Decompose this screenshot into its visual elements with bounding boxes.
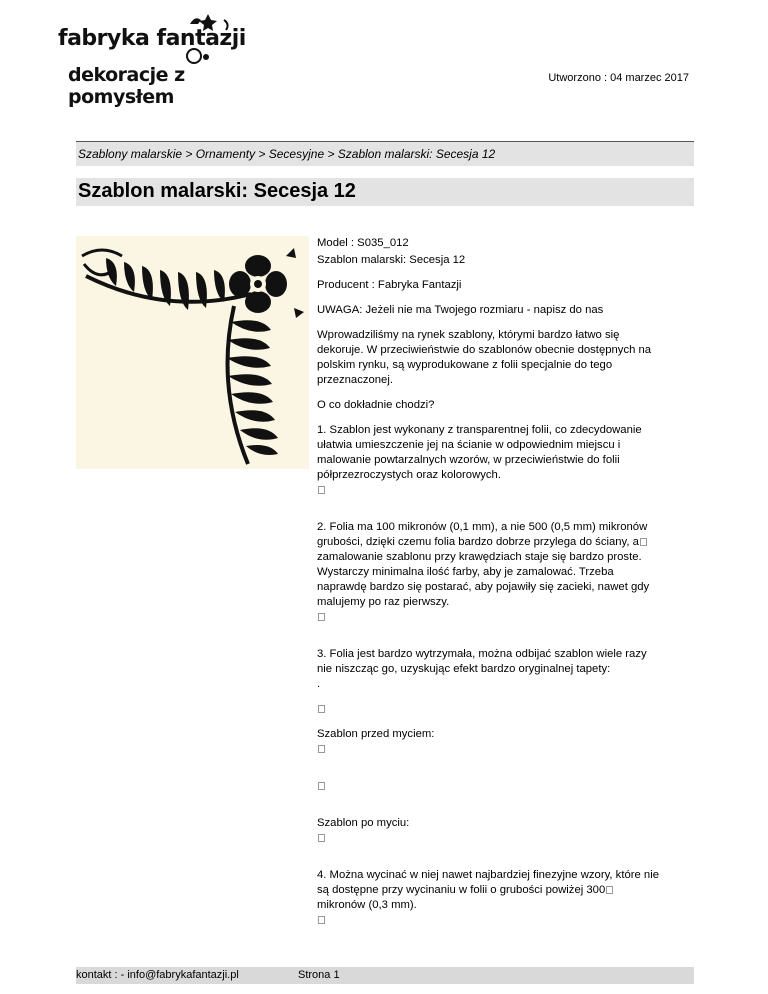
page-title: Szablon malarski: Secesja 12 xyxy=(78,180,356,202)
before-wash-label: Szablon przed myciem: xyxy=(317,728,435,740)
point-4 xyxy=(317,868,662,913)
created-value: : 04 marzec 2017 xyxy=(604,72,689,84)
point-3: 3. Folia jest bardzo wytrzymała, można odbijać szablon wiele razy nie niszcząc go, uzyskując efekt bardzo oryginalnej tapety: xyxy=(317,648,647,675)
point-4-part-a: 4. Można wycinać w niej nawet najbardziej finezyjne wzory, które nie są dostępne przy wycinaniu w folii o grubości powiżej 300 xyxy=(317,869,659,896)
product-name: Szablon malarski: Secesja 12 xyxy=(317,254,466,266)
product-producer: Producent : Fabryka Fantazji xyxy=(317,279,462,291)
question-heading: O co dokładnie chodzi? xyxy=(317,399,435,411)
point-4-part-b: mikronów (0,3 mm). xyxy=(317,899,417,911)
breadcrumb-bar xyxy=(76,141,694,166)
missing-image-icon xyxy=(318,745,325,753)
title-bar xyxy=(76,178,694,206)
missing-glyph-icon xyxy=(606,886,613,894)
missing-image-icon xyxy=(318,613,325,621)
missing-image-icon xyxy=(318,834,325,842)
page-number: Strona 1 xyxy=(298,969,340,981)
product-description xyxy=(317,236,662,928)
product-model: Model : S035_012 xyxy=(317,237,409,249)
point-2 xyxy=(317,520,662,610)
footer-contact: kontakt : - info@fabrykafantazji.pl xyxy=(76,969,239,981)
point-3-dot: . xyxy=(317,678,321,690)
logo-tagline: dekoracje z pomysłem xyxy=(68,64,185,108)
missing-image-icon xyxy=(318,486,325,494)
point-2-part-a: 2. Folia ma 100 mikronów (0,1 mm), a nie 500 (0,5 mm) mikronów grubości, dzięki czemu folia bardzo dobrze przylega do ściany, a xyxy=(317,521,648,548)
after-wash-label: Szablon po myciu: xyxy=(317,817,410,829)
missing-image-icon xyxy=(318,916,325,924)
breadcrumb: Szablony malarskie > Ornamenty > Secesyjne > Szablon malarski: Secesja 12 xyxy=(78,147,496,161)
missing-image-icon xyxy=(318,705,325,713)
intro-paragraph: Wprowadziliśmy na rynek szablony, którymi bardzo łatwo się dekoruje. W przeciwieństwie do szablonów obecnie dostępnych na polskim rynku, są wyprodukowane z folii specjalnie do tego przeznaczonej. xyxy=(317,329,652,386)
stencil-ornament-image xyxy=(76,236,309,469)
point-1: 1. Szablon jest wykonany z transparentnej folii, co zdecydowanie ułatwia umieszczenie jej na ścianie w odpowiednim miejscu i malowanie powtarzalnych wzorów, w przeciwieństwie do folii półprzezroczystych oraz kolorowych. xyxy=(317,424,642,481)
created-date xyxy=(548,72,689,84)
logo xyxy=(58,14,248,108)
created-label: Utworzono xyxy=(548,72,601,84)
size-warning: UWAGA: Jeżeli nie ma Twojego rozmiaru - napisz do nas xyxy=(317,304,604,316)
missing-glyph-icon xyxy=(640,538,647,546)
point-2-part-b: zamalowanie szablonu przy krawędziach staje się bardzo proste. Wystarczy minimalna ilość farby, aby je zamalować. Trzeba naprawdę bardzo się postarać, aby pojawiły się zacieki, nawet gdy malujemy po raz pierwszy. xyxy=(317,551,650,608)
product-image xyxy=(76,236,309,469)
logo-text: fabryka fantazji xyxy=(58,26,246,51)
missing-image-icon xyxy=(318,782,325,790)
footer xyxy=(76,967,694,984)
